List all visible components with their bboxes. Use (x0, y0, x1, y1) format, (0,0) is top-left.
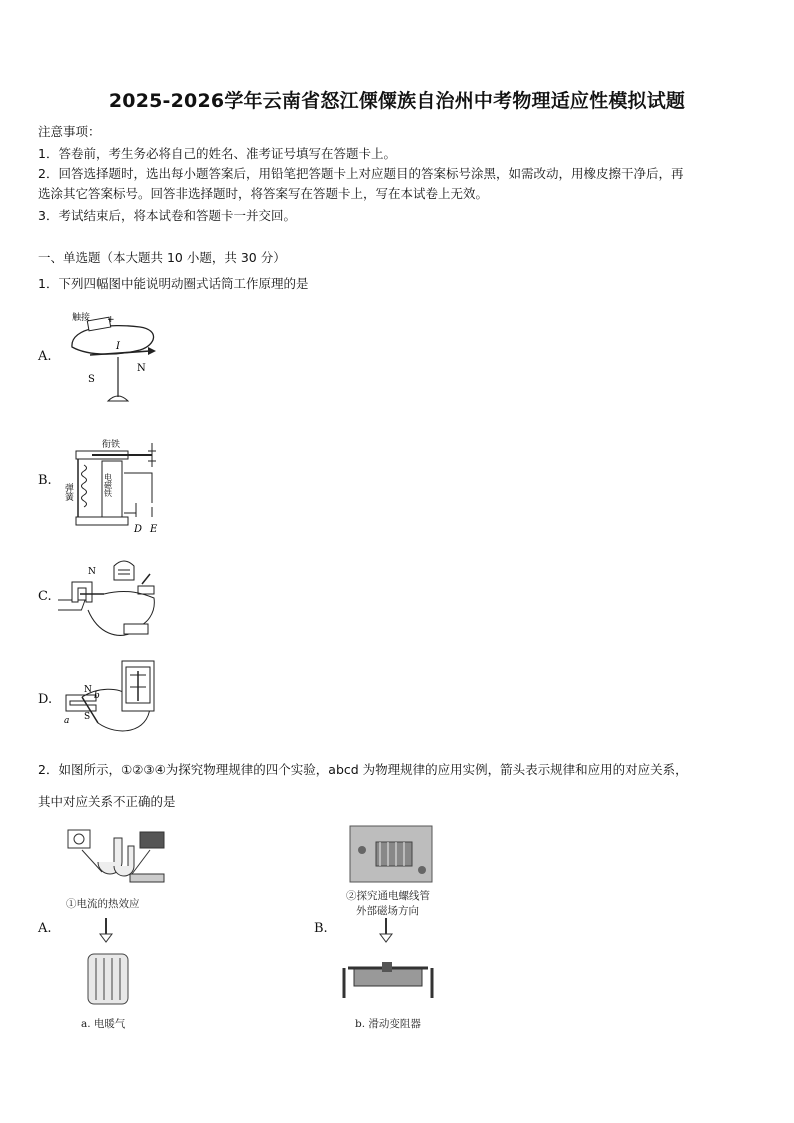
q1-figure-d (58, 657, 168, 749)
section-heading: 一、单选题（本大题共 10 小题，共 30 分） (38, 250, 286, 265)
q2-arrow-a-icon (98, 918, 114, 944)
q2-caption-application-b: b. 滑动变阻器 (355, 1018, 421, 1030)
notice-item-2-cont: 选涂其它答案标号。回答非选择题时，将答案写在答题卡上，写在本试卷上无效。 (38, 186, 489, 201)
question-1-stem: 1．下列四幅图中能说明动圈式话筒工作原理的是 (38, 276, 309, 291)
fig-a-label-n: N (137, 363, 146, 374)
page-title: 2025-2026学年云南省怒江傈僳族自治州中考物理适应性模拟试题 (108, 90, 686, 112)
fig-a-label-plus: + (107, 315, 115, 325)
q1-option-d-label: D. (38, 692, 53, 707)
q2-figure-experiment-2 (346, 822, 436, 886)
fig-d-label-n: N (84, 685, 92, 695)
fig-a-label-s: S (88, 374, 95, 385)
q2-option-b-label: B. (314, 921, 328, 936)
fig-b-label-d: D (134, 524, 143, 535)
fig-d-label-b: b (94, 691, 100, 701)
fig-d-label-a: a (64, 716, 70, 726)
q1-option-b-label: B. (38, 473, 52, 488)
fig-b-label-magnet: 电磁铁 (103, 473, 113, 497)
q2-figure-rheostat (338, 956, 438, 1004)
q2-figure-experiment-1 (62, 822, 172, 894)
q2-figure-heater (84, 948, 132, 1010)
q2-caption-experiment-2-line1: ②探究通电螺线管 (346, 890, 430, 902)
q2-caption-experiment-1: ①电流的热效应 (66, 898, 140, 910)
notice-heading: 注意事项： (38, 124, 101, 139)
q2-caption-experiment-2-line2: 外部磁场方向 (356, 905, 419, 917)
fig-a-label-i: I (116, 341, 120, 352)
notice-item-2: 2．回答选择题时，选出每小题答案后，用铅笔把答题卡上对应题目的答案标号涂黑，如需改动，用橡皮擦干净后，再 (38, 166, 684, 181)
q2-arrow-b-icon (378, 918, 394, 944)
fig-b-label-spring: 弹簧 (63, 483, 73, 501)
question-2-stem-line1: 2．如图所示，①②③④为探究物理规律的四个实验，abcd 为物理规律的应用实例，箭头表示规律和应用的对应关系， (38, 762, 688, 777)
notice-item-1: 1．答卷前，考生务必将自己的姓名、准考证号填写在答题卡上。 (38, 146, 396, 161)
question-2-stem-line2: 其中对应关系不正确的是 (38, 794, 176, 809)
q1-option-c-label: C. (38, 589, 52, 604)
q1-figure-c (58, 548, 168, 644)
fig-a-label-contact: 触接 (72, 313, 91, 323)
fig-b-label-armature: 衔铁 (102, 440, 121, 450)
q2-caption-application-a: a. 电暖气 (81, 1018, 126, 1030)
q1-figure-b (62, 433, 172, 541)
fig-b-label-e: E (150, 524, 158, 535)
q1-figure-a (60, 305, 170, 410)
fig-c-label-n: N (88, 567, 96, 577)
q1-option-a-label: A. (38, 349, 52, 364)
fig-d-label-s: S (84, 712, 91, 722)
q2-option-a-label: A. (38, 921, 52, 936)
notice-item-3: 3．考试结束后，将本试卷和答题卡一并交回。 (38, 208, 296, 223)
